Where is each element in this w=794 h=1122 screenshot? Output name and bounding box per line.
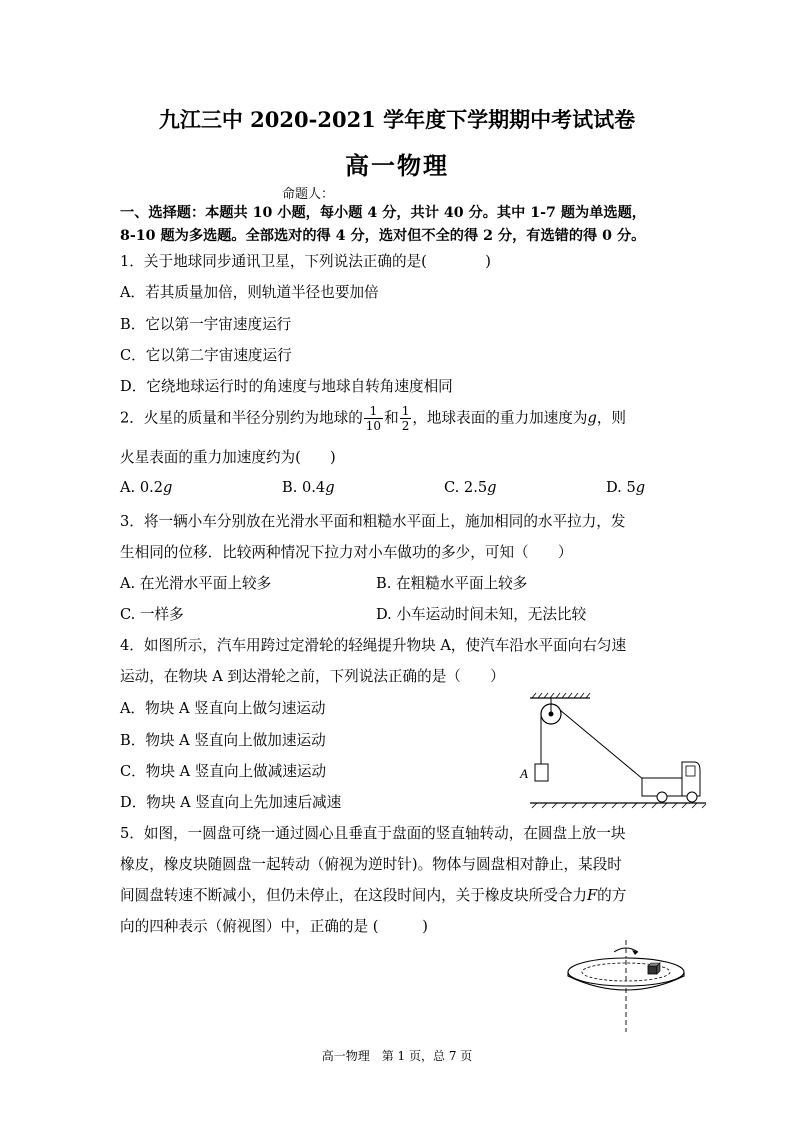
q2-stem-part-a: 2．火星的质量和半径分别约为地球的	[120, 409, 363, 427]
subject-title: 高一物理	[345, 151, 449, 180]
q1-stem: 1．关于地球同步通讯卫星，下列说法正确的是( )	[120, 253, 491, 270]
frac2-denominator: 2	[401, 419, 410, 433]
q3-option-c: C. 一样多	[120, 606, 184, 623]
q1-option-d: D．它绕地球运行时的角速度与地球自转角速度相同	[120, 378, 453, 395]
frac2-numerator: 1	[401, 404, 410, 418]
q4-option-d: D．物块 A 竖直向上先加速后减速	[120, 794, 342, 811]
q5-stem-line2: 橡皮，橡皮块随圆盘一起转动（俯视为逆时针)。物体与圆盘相对静止，某段时	[120, 856, 622, 873]
q1-option-c: C．它以第二宇宙速度运行	[120, 347, 292, 364]
truck	[642, 762, 700, 802]
author-label: 命题人：	[282, 187, 335, 202]
q5-force-symbol: F	[587, 887, 598, 904]
q5-stem-line3-part-b: 的方	[597, 887, 627, 904]
q2-g-symbol: g	[587, 409, 597, 427]
fraction-one-half	[400, 404, 412, 433]
rope-to-truck	[560, 710, 644, 780]
q3-option-b: B. 在粗糙水平面上较多	[376, 575, 528, 592]
q2-stem-and: 和	[384, 409, 399, 427]
ground-hatch	[530, 803, 706, 808]
fraction-one-tenth	[364, 404, 383, 433]
q4-figure	[516, 692, 706, 812]
ceiling-hatch	[530, 693, 590, 698]
q3-option-d: D. 小车运动时间未知，无法比较	[376, 606, 587, 623]
q1-option-a: A．若其质量加倍，则轨道半径也要加倍	[120, 284, 379, 301]
q2-option-d-value: D. 5	[606, 479, 636, 496]
q2-option-c	[444, 479, 496, 496]
q2-stem-line1	[120, 404, 626, 433]
q2-option-c-value: C. 2.5	[444, 479, 488, 496]
q2-option-d	[606, 479, 645, 496]
q2-stem-part-b: ，地球表面的重力加速度为	[412, 409, 588, 427]
q2-option-b-value: B. 0.4	[282, 479, 326, 496]
block-a-label: A	[520, 766, 528, 781]
q2-option-a-unit: g	[163, 479, 173, 496]
frac1-numerator: 1	[364, 404, 383, 419]
page-footer: 高一物理 第 1 页，总 7 页	[321, 1049, 473, 1063]
q5-stem-line1: 5．如图，一圆盘可绕一通过圆心且垂直于盘面的竖直轴转动，在圆盘上放一块	[120, 825, 626, 842]
q2-stem-line2: 火星表面的重力加速度约为( )	[120, 449, 336, 466]
section-instructions-line1: 一、选择题：本题共 10 小题，每小题 4 分，共计 40 分。其中 1-7 题为单选题，	[120, 205, 646, 221]
q2-option-a	[120, 479, 172, 496]
q4-stem-line1: 4．如图所示，汽车用跨过定滑轮的轻绳提升物块 A，使汽车沿水平面向右匀速	[120, 637, 627, 654]
q5-stem-line3	[120, 884, 626, 905]
eraser-block	[648, 963, 660, 974]
q4-option-b: B．物块 A 竖直向上做加速运动	[120, 732, 326, 749]
frac1-denominator: 10	[365, 419, 382, 433]
q2-option-c-unit: g	[487, 479, 497, 496]
q1-option-b: B．它以第一宇宙速度运行	[120, 316, 292, 333]
q3-option-a: A. 在光滑水平面上较多	[120, 575, 272, 592]
q5-figure	[566, 936, 696, 1036]
q4-stem-line2: 运动，在物块 A 到达滑轮之前，下列说法正确的是（ ）	[120, 668, 505, 685]
q4-option-a: A．物块 A 竖直向上做匀速运动	[120, 700, 326, 717]
section-instructions-line2: 8-10 题为多选题。全部选对的得 4 分，选对但不全的得 2 分，有选错的得 0 分。	[120, 228, 646, 244]
pulley-axle	[549, 712, 554, 717]
q2-option-d-unit: g	[635, 479, 646, 496]
exam-title: 九江三中 2020-2021 学年度下学期期中考试试卷	[158, 107, 636, 132]
q3-stem-line1: 3．将一辆小车分别放在光滑水平面和粗糙水平面上，施加相同的水平拉力，发	[120, 513, 626, 530]
block-a	[535, 764, 548, 781]
q2-option-a-value: A. 0.2	[120, 479, 164, 496]
q4-option-c: C．物块 A 竖直向上做减速运动	[120, 763, 327, 780]
q5-stem-line3-part-a: 间圆盘转速不断减小，但仍未停止，在这段时间内，关于橡皮块所受合力	[120, 887, 588, 904]
q2-option-b	[282, 479, 335, 496]
q5-stem-line4: 向的四种表示（俯视图）中，正确的是 ( )	[120, 918, 428, 935]
q2-option-b-unit: g	[325, 479, 335, 496]
q3-stem-line2: 生相同的位移．比较两种情况下拉力对小车做功的多少，可知（ ）	[120, 544, 573, 561]
q2-stem-part-c: ，则	[596, 409, 627, 427]
